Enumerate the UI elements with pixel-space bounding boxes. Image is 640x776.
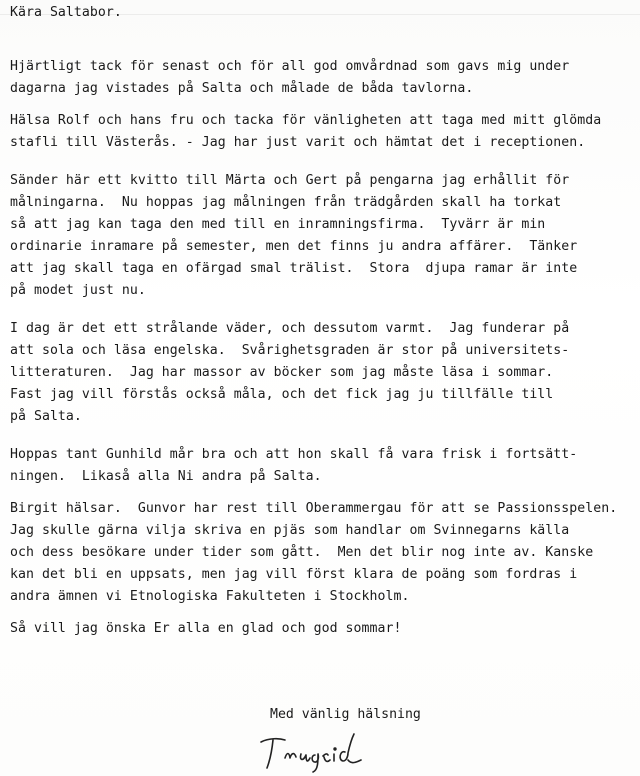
paragraph-greetings-rolf — [10, 110, 635, 154]
text-line: I dag är det ett strålande väder, och dessutom varmt. Jag funderar på — [10, 321, 570, 336]
paragraph-thanks — [10, 56, 635, 100]
text-line: litteraturen. Jag har massor av böcker som jag måste läsa i sommar. — [10, 365, 554, 380]
text-line: att jag skall taga en ofärgad smal trälist. Stora djupa ramar är inte — [10, 261, 578, 276]
paragraph-wishes — [10, 618, 635, 640]
salutation: Kära Saltabor. — [10, 5, 122, 20]
paragraph-weather — [10, 318, 635, 428]
text-line: på Salta. — [10, 409, 82, 424]
text-line: Så vill jag önska Er alla en glad och god sommar! — [10, 621, 402, 636]
text-line: Hjärtligt tack för senast och för all god omvårdnad som gavs mig under — [10, 59, 570, 74]
closing-greeting: Med vänlig hälsning — [270, 707, 421, 722]
text-line: Hoppas tant Gunhild mår bra och att hon skall få vara frisk i fortsätt- — [10, 447, 578, 462]
text-line: och dess besökare under tider som gått. Men det blir nog inte av. Kanske — [10, 545, 594, 560]
text-line: att sola och läsa engelska. Svårighetsgraden är stor på universitets- — [10, 343, 570, 358]
text-line: kan det bli en uppsats, men jag vill först klara de poäng som fordras i — [10, 567, 578, 582]
handwritten-signature — [255, 730, 375, 774]
text-line: andra ämnen vi Etnologiska Fakulteten i Stockholm. — [10, 589, 410, 604]
text-line: målningarna. Nu hoppas jag målningen från trädgården skall ha torkat — [10, 195, 562, 210]
text-line: Sänder här ett kvitto till Märta och Gert på pengarna jag erhållit för — [10, 173, 570, 188]
text-line: Jag skulle gärna vilja skriva en pjäs som handlar om Svinnegarns källa — [10, 523, 570, 538]
text-line: på modet just nu. — [10, 283, 146, 298]
paragraph-gunhild — [10, 444, 635, 488]
paragraph-receipt — [10, 170, 635, 302]
text-line: Fast jag vill förstås också måla, och det fick jag ju tillfälle till — [10, 387, 554, 402]
text-line: Birgit hälsar. Gunvor har rest till Oberammergau för att se Passionsspelen. — [10, 501, 618, 516]
text-line: Hälsa Rolf och hans fru och tacka för vänligheten att taga med mitt glömda — [10, 113, 602, 128]
text-line: så att jag kan taga den med till en inramningsfirma. Tyvärr är min — [10, 217, 546, 232]
paragraph-birgit — [10, 498, 635, 608]
text-line: dagarna jag vistades på Salta och målade de båda tavlorna. — [10, 81, 474, 96]
text-line: ningen. Likaså alla Ni andra på Salta. — [10, 469, 322, 484]
letter-body — [10, 2, 635, 640]
text-line: stafli till Västerås. - Jag har just varit och hämtat det i receptionen. — [10, 135, 586, 150]
text-line: ordinarie inramare på semester, men det finns ju andra affärer. Tänker — [10, 239, 578, 254]
